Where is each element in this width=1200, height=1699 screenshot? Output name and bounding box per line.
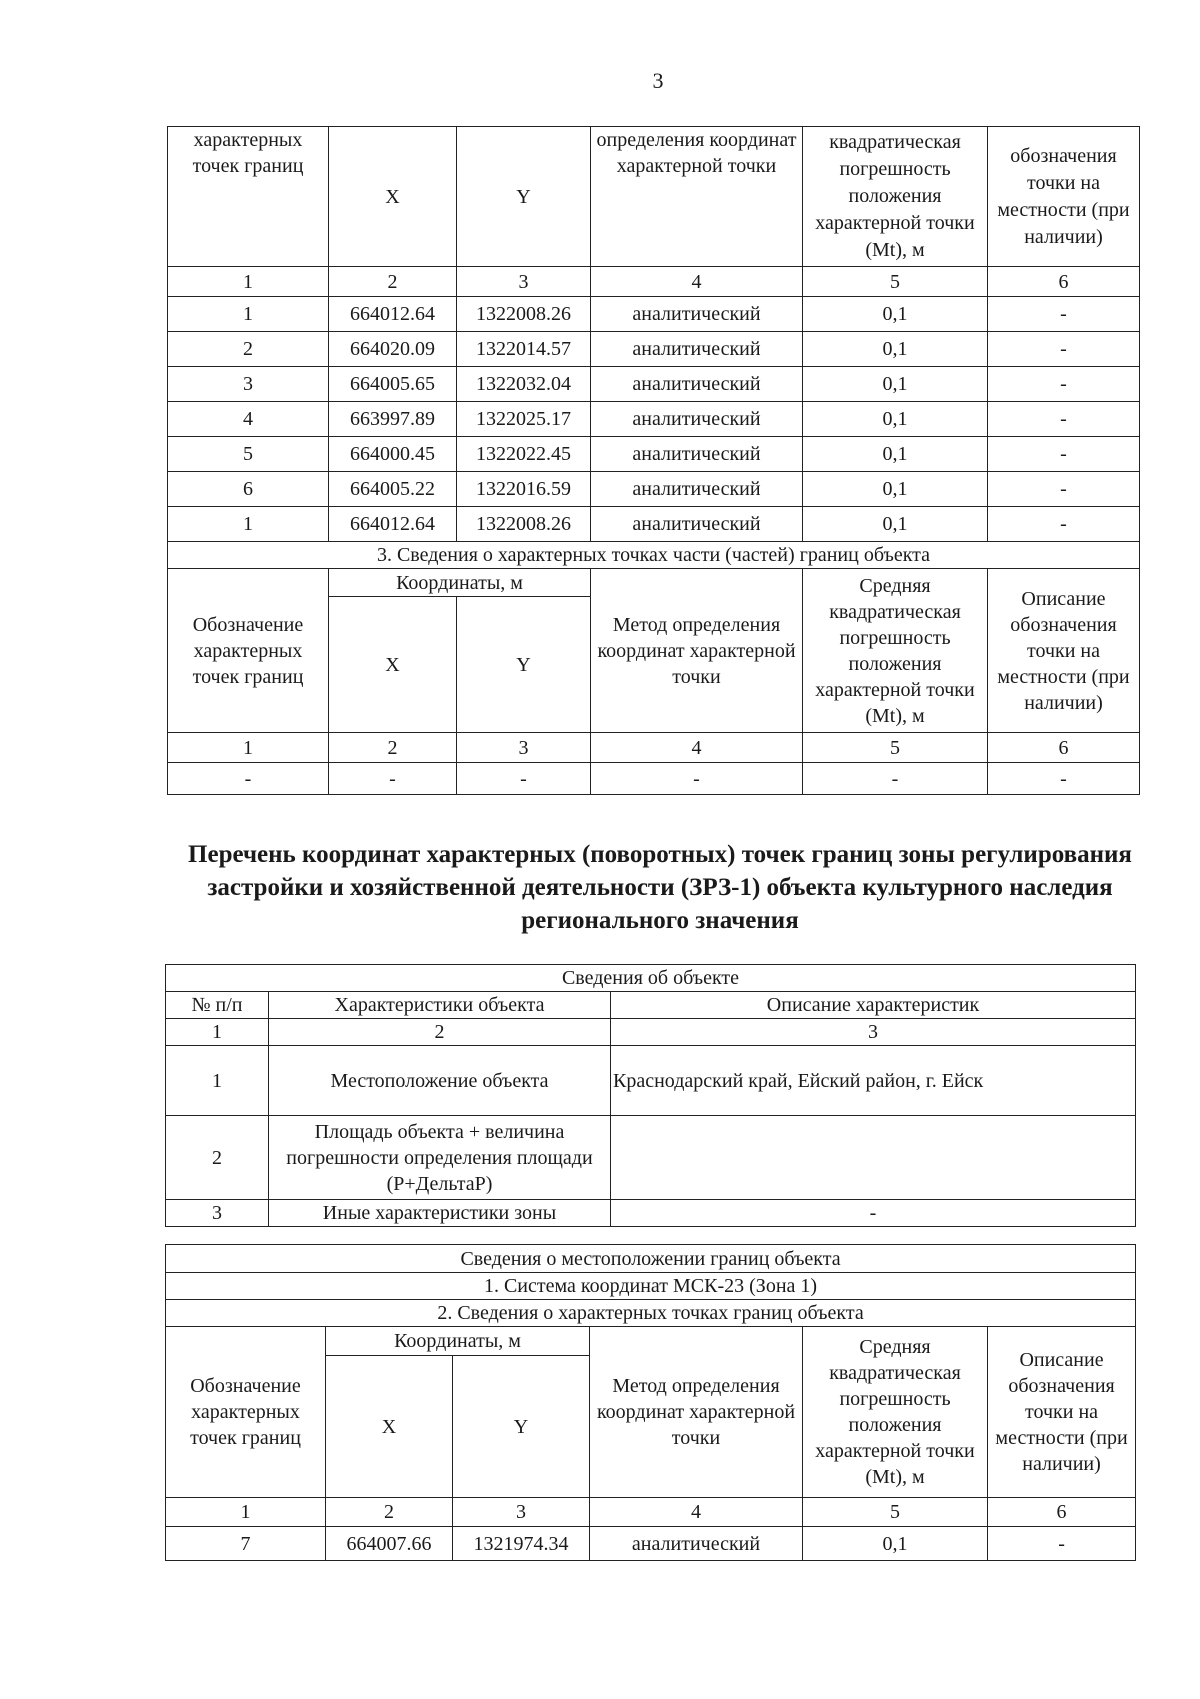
- row-value: Краснодарский край, Ейский район, г. Ейск: [611, 1046, 1136, 1116]
- header-method-cont: определения координат характерной точки: [591, 127, 803, 267]
- header-designation: Обозначение характерных точек границ: [168, 569, 329, 733]
- point-method: аналитический: [591, 297, 803, 332]
- point-description: -: [988, 402, 1140, 437]
- header-description: Описание обозначения точки на местности (при наличии): [988, 569, 1140, 733]
- row-characteristic: Местоположение объекта: [269, 1046, 611, 1116]
- section-row: [166, 1245, 1136, 1273]
- point-y: 1322025.17: [457, 402, 591, 437]
- point-error: 0,1: [803, 332, 988, 367]
- row-number: 2: [166, 1116, 269, 1200]
- point-x: 664000.45: [329, 437, 457, 472]
- empty-cell: -: [803, 763, 988, 795]
- column-numbers-row: [168, 267, 1140, 297]
- table-row: [168, 297, 1140, 332]
- col-number: 3: [457, 733, 591, 763]
- header-y: Y: [457, 597, 591, 733]
- col-number: 2: [269, 1019, 611, 1046]
- point-y: 1322014.57: [457, 332, 591, 367]
- table-row: [166, 1200, 1136, 1227]
- table-header-continued: [168, 127, 1140, 267]
- col-number: 5: [803, 267, 988, 297]
- col-number: 1: [166, 1498, 326, 1527]
- point-id: 3: [168, 367, 329, 402]
- col-number: 2: [326, 1498, 453, 1527]
- header-x: X: [326, 1356, 453, 1498]
- col-number: 1: [168, 733, 329, 763]
- header-designation: Обозначение характерных точек границ: [166, 1327, 326, 1498]
- point-error: 0,1: [803, 367, 988, 402]
- table-row: [166, 1527, 1136, 1561]
- point-id: 1: [168, 507, 329, 542]
- row-number: 1: [166, 1046, 269, 1116]
- col-number: 4: [590, 1498, 803, 1527]
- point-x: 664020.09: [329, 332, 457, 367]
- row-characteristic: Иные характеристики зоны: [269, 1200, 611, 1227]
- col-number: 6: [988, 733, 1140, 763]
- point-method: аналитический: [591, 402, 803, 437]
- point-id: 1: [168, 297, 329, 332]
- point-description: -: [988, 367, 1140, 402]
- point-x: 664012.64: [329, 507, 457, 542]
- point-description: -: [988, 472, 1140, 507]
- table-row: [168, 437, 1140, 472]
- point-method: аналитический: [591, 437, 803, 472]
- col-number: 5: [803, 733, 988, 763]
- header-characteristic-description: Описание характеристик: [611, 992, 1136, 1019]
- header-error: Средняя квадратическая погрешность положения характерной точки (Mt), м: [803, 1327, 988, 1498]
- row-characteristic: Площадь объекта + величина погрешности определения площади (P+ДельтаP): [269, 1116, 611, 1200]
- empty-cell: -: [168, 763, 329, 795]
- point-x: 663997.89: [329, 402, 457, 437]
- point-x: 664005.22: [329, 472, 457, 507]
- point-error: 0,1: [803, 437, 988, 472]
- header-x: X: [329, 597, 457, 733]
- col-number: 4: [591, 733, 803, 763]
- point-id: 7: [166, 1527, 326, 1561]
- header-number: № п/п: [166, 992, 269, 1019]
- section-row: [168, 542, 1140, 569]
- section-title: Перечень координат характерных (поворотных) точек границ зоны регулирования застройки и хозяйственной деятельности (ЗРЗ-1) объекта культурного наследия регионального значения: [188, 841, 1132, 934]
- point-error: 0,1: [803, 402, 988, 437]
- point-method: аналитический: [591, 472, 803, 507]
- col-number: 1: [168, 267, 329, 297]
- header-coordinates: Координаты, м: [326, 1327, 590, 1356]
- column-numbers-row: [166, 1019, 1136, 1046]
- point-description: -: [988, 297, 1140, 332]
- object-info-title: Сведения об объекте: [166, 965, 1136, 992]
- header-row: [166, 992, 1136, 1019]
- row-value: -: [611, 1200, 1136, 1227]
- point-y: 1322016.59: [457, 472, 591, 507]
- point-error: 0,1: [803, 1527, 988, 1561]
- point-x: 664012.64: [329, 297, 457, 332]
- header-row: [166, 1327, 1136, 1356]
- table-row: [168, 507, 1140, 542]
- header-error: Средняя квадратическая погрешность положения характерной точки (Mt), м: [803, 569, 988, 733]
- col-number: 6: [988, 1498, 1136, 1527]
- header-y: Y: [453, 1356, 590, 1498]
- table-row: [166, 1046, 1136, 1116]
- table-row: [168, 763, 1140, 795]
- col-number: 4: [591, 267, 803, 297]
- page-number: 3: [652, 68, 664, 93]
- header-description: Описание обозначения точки на местности (при наличии): [988, 1327, 1136, 1498]
- point-description: -: [988, 1527, 1136, 1561]
- header-characteristic: Характеристики объекта: [269, 992, 611, 1019]
- header-error-cont: квадратическая погрешность положения характерной точки (Mt), м: [803, 127, 988, 267]
- row-number: 3: [166, 1200, 269, 1227]
- point-method: аналитический: [591, 332, 803, 367]
- col-number: 2: [329, 733, 457, 763]
- point-method: аналитический: [591, 507, 803, 542]
- section-row: [166, 1300, 1136, 1327]
- point-method: аналитический: [591, 367, 803, 402]
- coordinates-table-2: [165, 1244, 1136, 1561]
- point-error: 0,1: [803, 297, 988, 332]
- header-coordinates: Координаты, м: [329, 569, 591, 597]
- column-numbers-row: [166, 1498, 1136, 1527]
- col-number: 5: [803, 1498, 988, 1527]
- point-id: 2: [168, 332, 329, 367]
- point-description: -: [988, 437, 1140, 472]
- point-y: 1321974.34: [453, 1527, 590, 1561]
- point-id: 5: [168, 437, 329, 472]
- point-error: 0,1: [803, 472, 988, 507]
- empty-cell: -: [591, 763, 803, 795]
- point-description: -: [988, 332, 1140, 367]
- section-row: [166, 965, 1136, 992]
- header-description-cont: обозначения точки на местности (при наличии): [988, 127, 1140, 267]
- table-row: [168, 367, 1140, 402]
- point-x: 664005.65: [329, 367, 457, 402]
- col-number: 1: [166, 1019, 269, 1046]
- col-number: 6: [988, 267, 1140, 297]
- coordinate-system: 1. Система координат МСК-23 (Зона 1): [166, 1273, 1136, 1300]
- header-method: Метод определения координат характерной точки: [590, 1327, 803, 1498]
- col-number: 3: [453, 1498, 590, 1527]
- point-y: 1322008.26: [457, 297, 591, 332]
- header-x: X: [329, 127, 457, 267]
- point-y: 1322032.04: [457, 367, 591, 402]
- table-row: [168, 332, 1140, 367]
- point-error: 0,1: [803, 507, 988, 542]
- point-id: 4: [168, 402, 329, 437]
- header-y: Y: [457, 127, 591, 267]
- point-method: аналитический: [590, 1527, 803, 1561]
- coordinates-table-1: [167, 126, 1140, 795]
- header-row: [168, 569, 1140, 597]
- empty-cell: -: [457, 763, 591, 795]
- point-y: 1322008.26: [457, 507, 591, 542]
- col-number: 3: [611, 1019, 1136, 1046]
- table-row: [168, 472, 1140, 507]
- row-value: [611, 1116, 1136, 1200]
- table-row: [166, 1116, 1136, 1200]
- empty-cell: -: [988, 763, 1140, 795]
- table-row: [168, 402, 1140, 437]
- header-designation-cont: характерных точек границ: [168, 127, 329, 267]
- point-y: 1322022.45: [457, 437, 591, 472]
- header-method: Метод определения координат характерной точки: [591, 569, 803, 733]
- col-number: 2: [329, 267, 457, 297]
- point-description: -: [988, 507, 1140, 542]
- col-number: 3: [457, 267, 591, 297]
- section-row: [166, 1273, 1136, 1300]
- column-numbers-row: [168, 733, 1140, 763]
- object-info-table: [165, 964, 1136, 1227]
- location-info-title: Сведения о местоположении границ объекта: [166, 1245, 1136, 1273]
- section-3-title: 3. Сведения о характерных точках части (частей) границ объекта: [168, 542, 1140, 569]
- point-id: 6: [168, 472, 329, 507]
- empty-cell: -: [329, 763, 457, 795]
- point-x: 664007.66: [326, 1527, 453, 1561]
- section-2-title: 2. Сведения о характерных точках границ объекта: [166, 1300, 1136, 1327]
